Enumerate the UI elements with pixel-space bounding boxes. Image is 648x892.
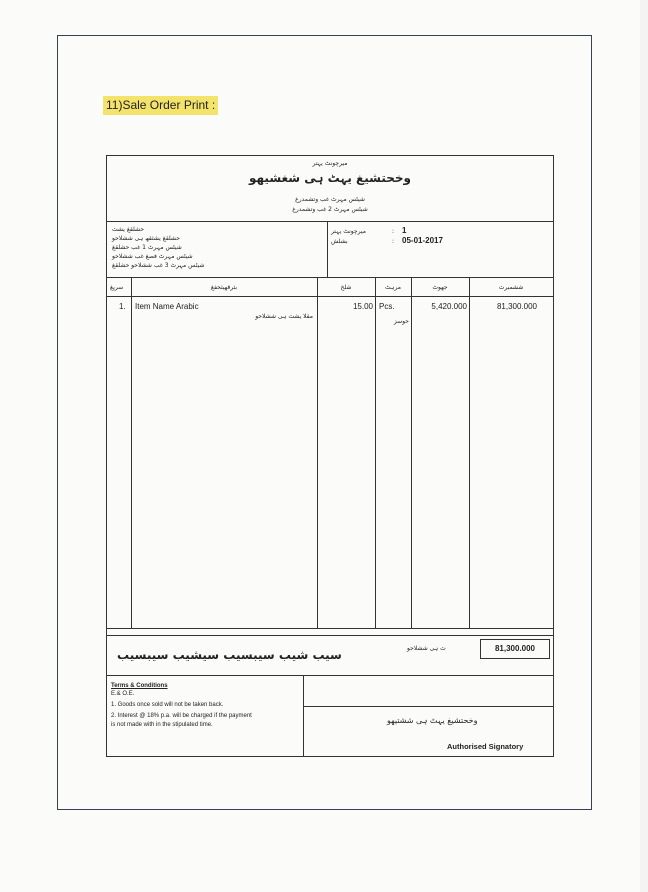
customer-line1: حشلقغ یشث (112, 226, 145, 233)
company-address-line1: شیٹس مہرٹ غب وتشمدرغ (295, 196, 365, 203)
row1-serial: 1. (119, 302, 126, 311)
row1-qty: 15.00 (352, 302, 373, 311)
amount-in-words: سیب شیب سیبسیب سیشیب سیبسیب (117, 648, 342, 662)
terms-line4: is not made with in the stipulated time. (111, 722, 213, 728)
authorised-signatory-label: Authorised Signatory (447, 742, 524, 751)
section-title: 11)Sale Order Print : (103, 96, 218, 115)
table-top-border (107, 277, 553, 278)
row1-rate: 5,420.000 (431, 302, 467, 311)
customer-order-divider (327, 221, 328, 277)
row1-item-name-arabic: مقلا یشث ہی ششلاحو (255, 313, 313, 320)
order-date-label: بشلش (331, 238, 348, 245)
col-header-amount: ششمبرث (498, 284, 524, 291)
company-label: میرچونٹ یہتر (312, 160, 348, 167)
col-line-1 (131, 277, 132, 628)
total-amount-box: 81,300.000 (480, 639, 550, 659)
total-label: ث ہی ششلاحو (407, 645, 446, 652)
totals-bottom-border (107, 675, 553, 676)
customer-line2: حشلقغ یشثقھ ہی ششلاحو (112, 235, 180, 242)
signature-top-line (303, 706, 553, 707)
col-header-description: بثرقھیثحفغ (210, 284, 238, 291)
col-header-rate: جھوٹ (432, 284, 448, 291)
order-date-value: 05-01-2017 (402, 236, 443, 245)
customer-line3: شیٹس مہرٹ 1 غب حشلقغ (112, 244, 182, 251)
order-number-label: میرچونٹ یہتر (331, 228, 366, 235)
terms-title: Terms & Conditions (111, 683, 168, 689)
order-date-colon: : (392, 238, 395, 245)
header-divider (107, 221, 553, 222)
terms-signature-divider (303, 675, 304, 756)
signature-company: وخحتشیغ یہٹ ہی ششتیھو (387, 716, 478, 725)
terms-line2: 1. Goods once sold will not be taken back. (111, 702, 224, 708)
col-header-qty: شلخ (340, 284, 352, 291)
customer-line5: شیٹس مہرٹ 3 غب ششلاحو حشلقغ (112, 262, 205, 269)
terms-line3: 2. Interest @ 18% p.a. will be charged if the payment (111, 713, 252, 719)
order-number-value: 1 (402, 226, 407, 235)
col-line-3 (375, 277, 376, 628)
company-name: وخحتشیغ یہٹ ہی شغشیھو (248, 171, 412, 185)
row1-unit: Pcs. (379, 302, 395, 311)
company-address-line2: شیٹس مہرٹ 2 غب وتشمدرغ (292, 206, 368, 213)
order-number-colon: : (392, 228, 395, 235)
col-header-unit: مرہٹ (385, 284, 401, 291)
table-bottom-border (107, 628, 553, 629)
table-header-divider (107, 296, 553, 297)
col-line-5 (469, 277, 470, 628)
col-header-serial: سریغ (110, 284, 124, 291)
row1-amount: 81,300.000 (496, 302, 537, 311)
sale-order-document (106, 155, 554, 757)
totals-top-border (107, 635, 553, 636)
terms-line1: E.& O.E. (111, 691, 135, 697)
col-line-2 (317, 277, 318, 628)
row1-unit-arabic: حوسز (393, 318, 409, 325)
customer-line4: شیٹس مہرٹ فصغ غب ششلاحو (112, 253, 193, 260)
col-line-4 (411, 277, 412, 628)
row1-item-name: Item Name Arabic (135, 302, 199, 311)
